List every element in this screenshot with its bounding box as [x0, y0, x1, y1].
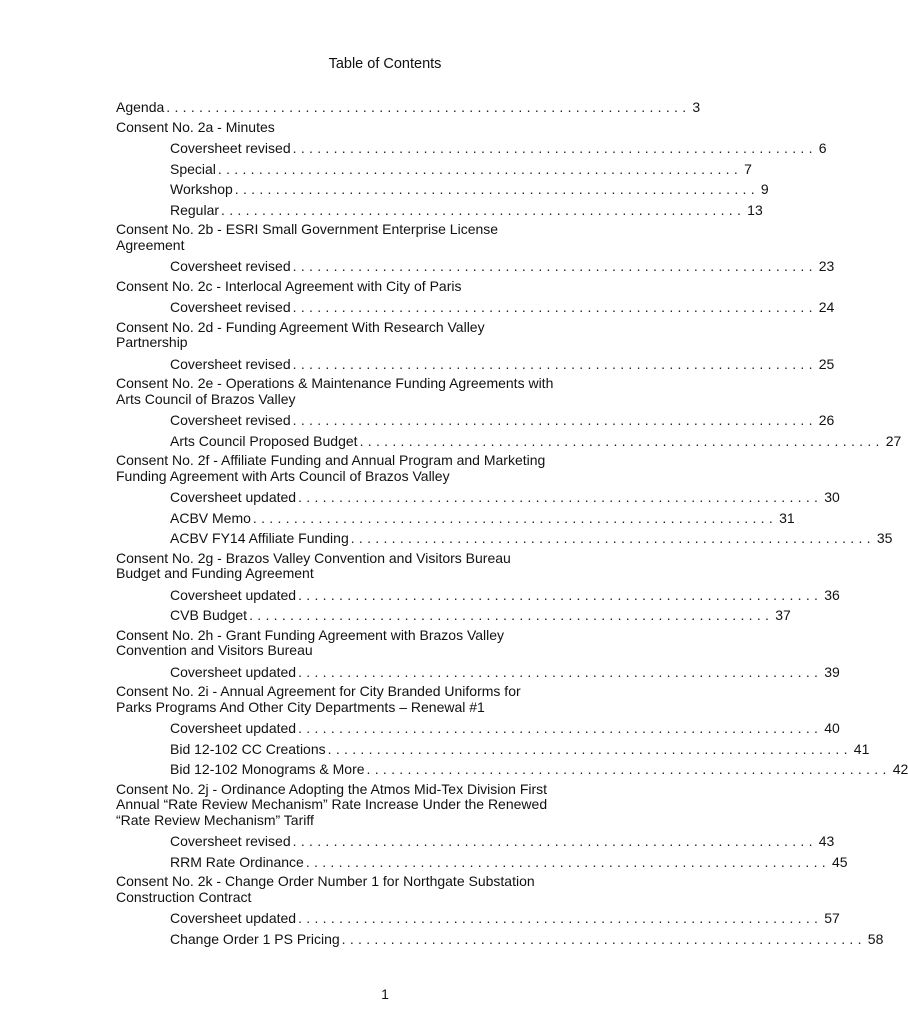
toc-entry-label: Regular	[170, 201, 220, 218]
toc-entry[interactable]	[116, 662, 840, 683]
dot-leader: ................................................................	[366, 761, 891, 777]
toc-entry-label: Coversheet revised	[170, 299, 291, 315]
toc-entry-page: 31	[779, 509, 795, 526]
toc-entry-label: Coversheet revised	[170, 140, 291, 156]
toc-section-heading: Consent No. 2k - Change Order Number 1 for Northgate Substation Construction Contract	[116, 873, 535, 905]
dot-leader: ................................................................	[217, 160, 743, 177]
dot-leader: ................................................................	[292, 140, 817, 156]
toc-entry[interactable]	[116, 97, 701, 118]
toc-entry[interactable]	[116, 585, 840, 606]
dot-leader: ................................................................	[292, 258, 817, 274]
toc-entry-label: Coversheet updated	[170, 720, 297, 736]
toc-entry-label: ACBV FY14 Affiliate Funding	[170, 530, 349, 546]
toc-entry[interactable]	[116, 256, 835, 277]
toc-entry[interactable]	[116, 431, 902, 452]
toc-section-heading: Consent No. 2e - Operations & Maintenance Funding Agreements with Arts Council of Brazos Valley	[116, 375, 554, 407]
dot-leader: ................................................................	[298, 663, 823, 680]
dot-leader: ................................................................	[292, 412, 817, 428]
toc-entry-label: Special	[170, 160, 216, 177]
toc-entry[interactable]	[116, 138, 827, 159]
dot-leader: ................................................................	[298, 586, 823, 603]
dot-leader: ................................................................	[292, 833, 817, 849]
dot-leader: ................................................................	[298, 489, 823, 505]
toc-entry[interactable]	[116, 759, 908, 780]
toc-entry-page: 6	[818, 140, 827, 156]
dot-leader: ................................................................	[252, 509, 778, 526]
dot-leader: ................................................................	[298, 910, 823, 926]
toc-entry-label: Coversheet updated	[170, 663, 297, 680]
toc-entry[interactable]	[116, 528, 893, 549]
toc-section-heading: Consent No. 2f - Affiliate Funding and Annual Program and Marketing Funding Agreement with Arts Council of Brazos Valley	[116, 452, 546, 484]
toc-entry-label: Coversheet updated	[170, 910, 297, 926]
dot-leader: ................................................................	[292, 299, 817, 315]
toc-entry-page: 25	[818, 355, 835, 372]
dot-leader: ................................................................	[298, 720, 823, 736]
toc-entry-label: Workshop	[170, 181, 233, 197]
dot-leader: ................................................................	[327, 740, 852, 757]
toc-entry-page: 45	[831, 853, 848, 870]
toc-entry-label: ACBV Memo	[170, 509, 251, 526]
toc-entry[interactable]	[116, 852, 848, 873]
table-of-contents	[116, 97, 908, 949]
toc-entry-label: Coversheet updated	[170, 489, 297, 505]
toc-entry[interactable]	[116, 718, 840, 739]
dot-leader: ................................................................	[305, 853, 830, 870]
toc-entry[interactable]	[116, 487, 840, 508]
toc-section-heading: Consent No. 2a - Minutes	[116, 118, 275, 135]
toc-entry-label: Bid 12-102 Monograms & More	[170, 761, 365, 777]
toc-entry[interactable]	[116, 410, 835, 431]
toc-entry-page: 58	[867, 930, 884, 947]
toc-entry[interactable]	[116, 508, 795, 529]
toc-entry[interactable]	[116, 200, 763, 221]
dot-leader: ................................................................	[249, 607, 774, 623]
toc-entry[interactable]	[116, 297, 835, 318]
toc-entry-page: 42	[892, 761, 908, 777]
page-title: Table of Contents	[328, 56, 442, 72]
toc-entry[interactable]	[116, 908, 840, 929]
toc-entry-label: Coversheet revised	[170, 412, 291, 428]
toc-section-heading: Consent No. 2d - Funding Agreement With Research Valley Partnership	[116, 318, 485, 350]
toc-entry-page: 57	[824, 910, 840, 926]
toc-entry-page: 3	[692, 99, 701, 115]
dot-leader: ................................................................	[341, 930, 866, 947]
toc-entry-label: Arts Council Proposed Budget	[170, 432, 358, 449]
toc-entry-page: 41	[853, 740, 870, 757]
toc-entry[interactable]	[116, 354, 835, 375]
toc-entry-page: 39	[824, 663, 840, 680]
toc-entry[interactable]	[116, 739, 870, 760]
toc-entry-page: 40	[824, 720, 840, 736]
toc-entry-label: Coversheet revised	[170, 833, 291, 849]
toc-entry[interactable]	[116, 605, 791, 626]
toc-entry-page: 13	[747, 201, 763, 218]
toc-entry-page: 9	[760, 181, 769, 197]
toc-entry[interactable]	[116, 831, 835, 852]
toc-entry[interactable]	[116, 179, 769, 200]
toc-entry-page: 43	[818, 833, 835, 849]
toc-entry-label: CVB Budget	[170, 607, 248, 623]
toc-entry-page: 36	[824, 586, 840, 603]
dot-leader: ................................................................	[166, 99, 691, 115]
toc-section-heading: Consent No. 2h - Grant Funding Agreement with Brazos Valley Convention and Visitors Bureau	[116, 626, 505, 658]
dot-leader: ................................................................	[359, 432, 884, 449]
toc-section-heading: Consent No. 2g - Brazos Valley Convention and Visitors Bureau Budget and Funding Agreement	[116, 549, 511, 581]
toc-entry[interactable]	[116, 159, 752, 180]
dot-leader: ................................................................	[292, 355, 817, 372]
toc-entry-label: RRM Rate Ordinance	[170, 853, 304, 870]
dot-leader: ................................................................	[350, 530, 875, 546]
toc-entry-page: 23	[818, 258, 835, 274]
toc-entry-label: Change Order 1 PS Pricing	[170, 930, 340, 947]
toc-entry-page: 35	[876, 530, 893, 546]
toc-entry-page: 27	[885, 432, 902, 449]
dot-leader: ................................................................	[234, 181, 759, 197]
dot-leader: ................................................................	[221, 201, 746, 218]
toc-entry-label: Bid 12-102 CC Creations	[170, 740, 326, 757]
toc-section-heading: Consent No. 2i - Annual Agreement for City Branded Uniforms for Parks Programs And Other City Departments – Renewal #1	[116, 683, 521, 715]
toc-entry-page: 26	[818, 412, 835, 428]
toc-entry-label: Coversheet updated	[170, 586, 297, 603]
toc-entry-label: Coversheet revised	[170, 258, 291, 274]
toc-section-heading: Consent No. 2j - Ordinance Adopting the Atmos Mid-Tex Division First Annual “Rate Review Mechanism” Rate Increase Under the Renewed “Rate Review Mechanism” Tariff	[116, 780, 548, 828]
toc-entry-page: 7	[744, 160, 752, 177]
toc-entry[interactable]	[116, 929, 884, 950]
toc-entry-label: Agenda	[116, 99, 165, 115]
toc-entry-label: Coversheet revised	[170, 355, 291, 372]
page-number: 1	[381, 986, 389, 1002]
toc-section-heading: Consent No. 2b - ESRI Small Government Enterprise License Agreement	[116, 221, 499, 253]
toc-entry-page: 30	[824, 489, 840, 505]
toc-section-heading: Consent No. 2c - Interlocal Agreement with City of Paris	[116, 277, 462, 294]
toc-entry-page: 37	[775, 607, 791, 623]
toc-entry-page: 24	[818, 299, 835, 315]
